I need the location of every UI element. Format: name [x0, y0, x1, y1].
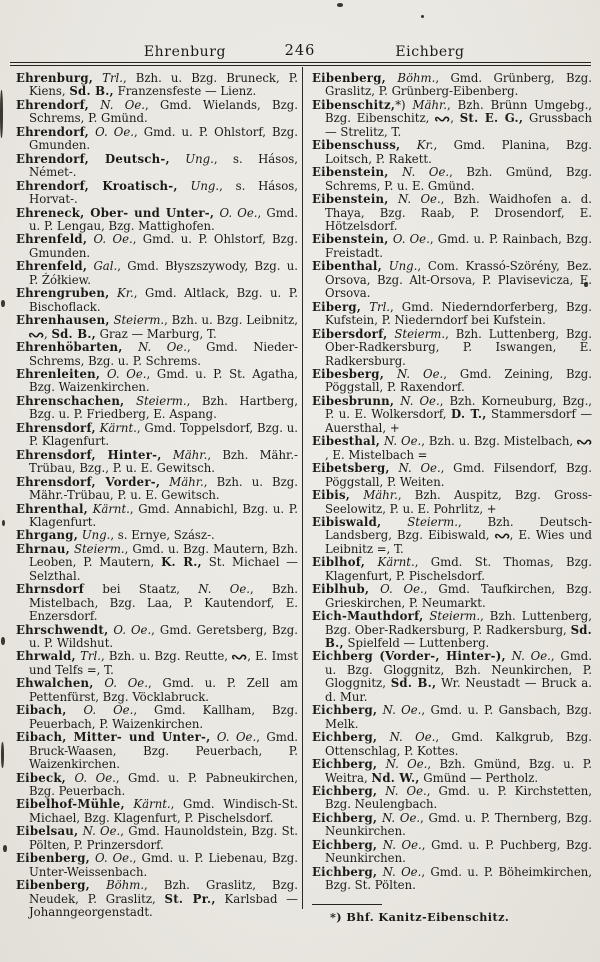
header-keyword-left: Ehrenburg: [143, 44, 227, 60]
gazetteer-entry: Eibenstein, N. Oe., Bzh. Gmünd, Bzg. Schrems, P. u. E. Gmünd.: [312, 165, 592, 193]
gazetteer-entry: Eichberg, N. Oe., Gmd. Kalkgrub, Bzg. Ottenschlag, P. Kottes.: [312, 730, 592, 758]
gazetteer-entry: Ehrnsdorf bei Staatz, N. Oe., Bzh. Mistelbach, Bzg. Laa, P. Kautendorf, E. Enzersdorf.: [16, 582, 298, 624]
gazetteer-entry: Ehrensdorf, Hinter-, Mähr., Bzh. Mähr.-Trübau, Bzg., P. u. E. Gewitsch.: [16, 447, 298, 476]
posthorn-icon: [577, 438, 592, 446]
gazetteer-entry: Eibenberg, O. Oe., Gmd. u. P. Liebenau, Bzg. Unter-Weissenbach.: [16, 851, 298, 879]
gazetteer-entry: Eibersdorf, Steierm., Bzh. Luttenberg, Bzg. Ober-Radkersburg, P. Iswangen, E. Radkersburg.: [312, 326, 593, 368]
posthorn-icon: [29, 331, 44, 339]
scan-artifact: [1, 742, 4, 768]
gazetteer-entry: Eichberg, N. Oe., Bzh. Gmünd, Bzg. u. P. Weitra, Nd. W., Gmünd — Pertholz.: [312, 757, 592, 785]
gazetteer-entry: Ehrendorf, N. Oe., Gmd. Wielands, Bzg. Schrems, P. Gmünd.: [16, 97, 299, 126]
gazetteer-entry: Eibenschitz,*) Mähr., Bzh. Brünn Umgebg., Bzg. Eibenschitz, , St. E. G., Grussbach — Strelitz, T.: [312, 97, 593, 139]
gazetteer-entry: Ehrschwendt, O. Oe., Gmd. Geretsberg, Bzg. u. P. Wildshut.: [16, 622, 298, 651]
gazetteer-entry: Eibenstein, N. Oe., Bzh. Waidhofen a. d. Thaya, Bzg. Raab, P. Drosendorf, E. Hötzelsdorf.: [312, 192, 592, 233]
gazetteer-entry: Ehrengruben, Kr., Gmd. Altlack, Bzg. u. P. Bischoflack.: [16, 286, 298, 314]
posthorn-icon: [232, 653, 247, 661]
scan-artifact: [337, 3, 343, 7]
footnote: [312, 904, 592, 924]
gazetteer-entry: Eibenthal, Ung., Com. Krassó-Szörény, Bez. Orsova, Bzg. Alt-Orsova, P. Plavisevicza, E. Orsova.: [312, 259, 593, 301]
gazetteer-entry: Eibelhof-Mühle, Kärnt., Gmd. Windisch-St. Michael, Bzg. Klagenfurt, P. Pischelsdorf.: [16, 797, 298, 825]
scan-artifact: [2, 520, 5, 526]
footnote-rule: [312, 904, 382, 905]
gazetteer-entry: Eichberg, N. Oe., Gmd. u. P. Kirchstetten, Bzg. Neulengbach.: [312, 784, 593, 812]
gazetteer-entry: Eibenstein, O. Oe., Gmd. u. P. Rainbach, Bzg. Freistadt.: [312, 232, 592, 260]
page-number: 246: [284, 43, 316, 59]
footnote-text: *) Bhf. Kanitz-Eibenschitz.: [330, 909, 510, 924]
scan-artifact: [3, 845, 7, 852]
gazetteer-entry: Ehrensdorf, Kärnt., Gmd. Toppelsdorf, Bzg. u. P. Klagenfurt.: [16, 420, 298, 449]
posthorn-icon: [435, 115, 450, 123]
gazetteer-entry: Eichberg (Vorder-, Hinter-), N. Oe., Gmd. u. Bzg. Gloggnitz, Bzh. Neunkirchen, P. Gloggnitz, Sd. B., Wr. Neustadt — Bruck a. d. Mur.: [312, 649, 593, 704]
posthorn-icon: [495, 532, 510, 540]
gazetteer-entry: Eibenschuss, Kr., Gmd. Planina, Bzg. Loitsch, P. Rakett.: [312, 138, 592, 166]
gazetteer-entry: Eibenberg, Böhm., Gmd. Grünberg, Bzg. Graslitz, P. Grünberg-Eibenberg.: [312, 71, 592, 99]
gazetteer-entry: Ehrendorf, O. Oe., Gmd. u. P. Ohlstorf, Bzg. Gmunden.: [16, 124, 298, 153]
gazetteer-entry: Eichberg, N. Oe., Gmd. u. P. Puchberg, Bzg. Neunkirchen.: [312, 837, 593, 866]
gazetteer-entry: Ehrendorf, Kroatisch-, Ung., s. Hásos, Horvat-.: [16, 178, 298, 207]
gazetteer-entry: Eibesbrunn, N. Oe., Bzh. Korneuburg, Bzg., P. u. E. Wolkersdorf, D. T., Stammersdorf — Auersthal, +: [312, 393, 593, 435]
column-right-entries: [312, 72, 592, 893]
gazetteer-entry: Eichberg, N. Oe., Gmd. u. P. Gansbach, Bzg. Melk.: [312, 703, 593, 731]
gazetteer-entry: Eibach, Mitter- und Unter-, O. Oe., Gmd. Bruck-Waasen, Bzg. Peuerbach, P. Waizenkirchen.: [16, 730, 299, 772]
gazetteer-entry: Ehrgang, Ung., s. Ernye, Szász-.: [16, 528, 215, 543]
gazetteer-entry: Eibelsau, N. Oe., Gmd. Haunoldstein, Bzg. St. Pölten, P. Prinzersdorf.: [16, 824, 299, 852]
gazetteer-entry: Eibeck, O. Oe., Gmd. u. P. Pabneukirchen, Bzg. Peuerbach.: [16, 770, 298, 799]
gazetteer-entry: Ehreneck, Ober- und Unter-, O. Oe., Gmd. u. P. Lengau, Bzg. Mattighofen.: [16, 205, 299, 233]
gazetteer-entry: Eibesberg, N. Oe., Gmd. Zeining, Bzg. Pöggstall, P. Raxendorf.: [312, 366, 593, 395]
gazetteer-entry: Ehrenschachen, Steierm., Bzh. Hartberg, Bzg. u. P. Friedberg, E. Aspang.: [16, 393, 299, 422]
gazetteer-entry: Ehrensdorf, Vorder-, Mähr., Bzh. u. Bzg. Mähr.-Trübau, P. u. E. Gewitsch.: [16, 474, 299, 503]
gazetteer-entry: Eiberg, Trl., Gmd. Niederndorferberg, Bzg. Kufstein, P. Niederndorf bei Kufstein.: [312, 299, 593, 328]
gazetteer-entry: Eichberg, N. Oe., Gmd. u. P. Böheimkirchen, Bzg. St. Pölten.: [312, 864, 592, 893]
gazetteer-entry: Ehrenfeld, O. Oe., Gmd. u. P. Ohlstorf, Bzg. Gmunden.: [16, 232, 298, 260]
gazetteer-entry: Ehrenfeld, Gal., Gmd. Błyszszywody, Bzg. u. P. Żółkiew.: [16, 259, 298, 287]
gazetteer-entry: Ehrenthal, Kärnt., Gmd. Annabichl, Bzg. u. P. Klagenfurt.: [16, 501, 298, 529]
column-right: [312, 72, 592, 924]
gazetteer-entry: Eibesthal, N. Oe., Bzh. u. Bzg. Mistelbach, , E. Mistelbach =: [312, 435, 592, 462]
gazetteer-entry: Ehrwald, Trl., Bzh. u. Bzg. Reutte, , E. Imst und Telfs =, T.: [16, 649, 298, 677]
scan-artifact: [421, 15, 424, 18]
gazetteer-entry: Eiblhub, O. Oe., Gmd. Taufkirchen, Bzg. Grieskirchen, P. Neumarkt.: [312, 582, 592, 610]
gazetteer-entry: Eich-Mauthdorf, Steierm., Bzh. Luttenberg, Bzg. Ober-Radkersburg, P. Radkersburg, Sd. B., Spielfeld — Luttenberg.: [312, 609, 592, 651]
gazetteer-entry: Ehrnau, Steierm., Gmd. u. Bzg. Mautern, Bzh. Leoben, P. Mautern, K. R., St. Michael — Selzthal.: [16, 541, 298, 583]
gazetteer-entry: Eibetsberg, N. Oe., Gmd. Filsendorf, Bzg. Pöggstall, P. Weiten.: [312, 461, 593, 489]
gazetteer-entry: Ehrenhausen, Steierm., Bzh. u. Bzg. Leibnitz, , Sd. B., Graz — Marburg, T.: [16, 313, 298, 341]
scan-artifact: [1, 637, 5, 645]
column-divider: [302, 67, 303, 909]
column-left-entries: [16, 72, 298, 920]
gazetteer-entry: Eibis, Mähr., Bzh. Auspitz, Bzg. Gross-Seelowitz, P. u. E. Pohrlitz, +: [312, 488, 592, 516]
gazetteer-entry: Eiblhof, Kärnt., Gmd. St. Thomas, Bzg. Klagenfurt, P. Pischelsdorf.: [312, 555, 592, 583]
gazetteer-entry: Ehrenburg, Trl., Bzh. u. Bzg. Bruneck, P. Kiens, Sd. B., Franzensfeste — Lienz.: [16, 71, 299, 99]
gazetteer-entry: Eichberg, N. Oe., Gmd. u. P. Thernberg, Bzg. Neunkirchen.: [312, 810, 592, 839]
header-keyword-right: Eichberg: [395, 44, 465, 60]
gazetteer-entry: Eibenberg, Böhm., Bzh. Graslitz, Bzg. Neudek, P. Graslitz, St. Pr., Karlsbad — Johanngeorgenstadt.: [16, 878, 298, 920]
gazetteer-entry: Ehwalchen, O. Oe., Gmd. u. P. Zell am Pettenfürst, Bzg. Vöcklabruck.: [16, 676, 299, 704]
header-rule: [10, 62, 591, 66]
gazetteer-entry: Ehrendorf, Deutsch-, Ung., s. Hásos, Német-.: [16, 151, 298, 180]
scan-artifact: [1, 300, 5, 307]
gazetteer-entry: Ehrenhöbarten, N. Oe., Gmd. Nieder-Schrems, Bzg. u. P. Schrems.: [16, 340, 299, 368]
gazetteer-entry: Ehrenleiten, O. Oe., Gmd. u. P. St. Agatha, Bzg. Waizenkirchen.: [16, 366, 298, 395]
scan-artifact: [0, 90, 3, 138]
column-left: [16, 72, 298, 920]
gazetteer-entry: Eibiswald, Steierm., Bzh. Deutsch-Landsberg, Bzg. Eibiswald, , E. Wies und Leibnitz =, T.: [312, 514, 593, 556]
gazetteer-entry: Eibach, O. Oe., Gmd. Kallham, Bzg. Peuerbach, P. Waizenkirchen.: [16, 703, 299, 731]
